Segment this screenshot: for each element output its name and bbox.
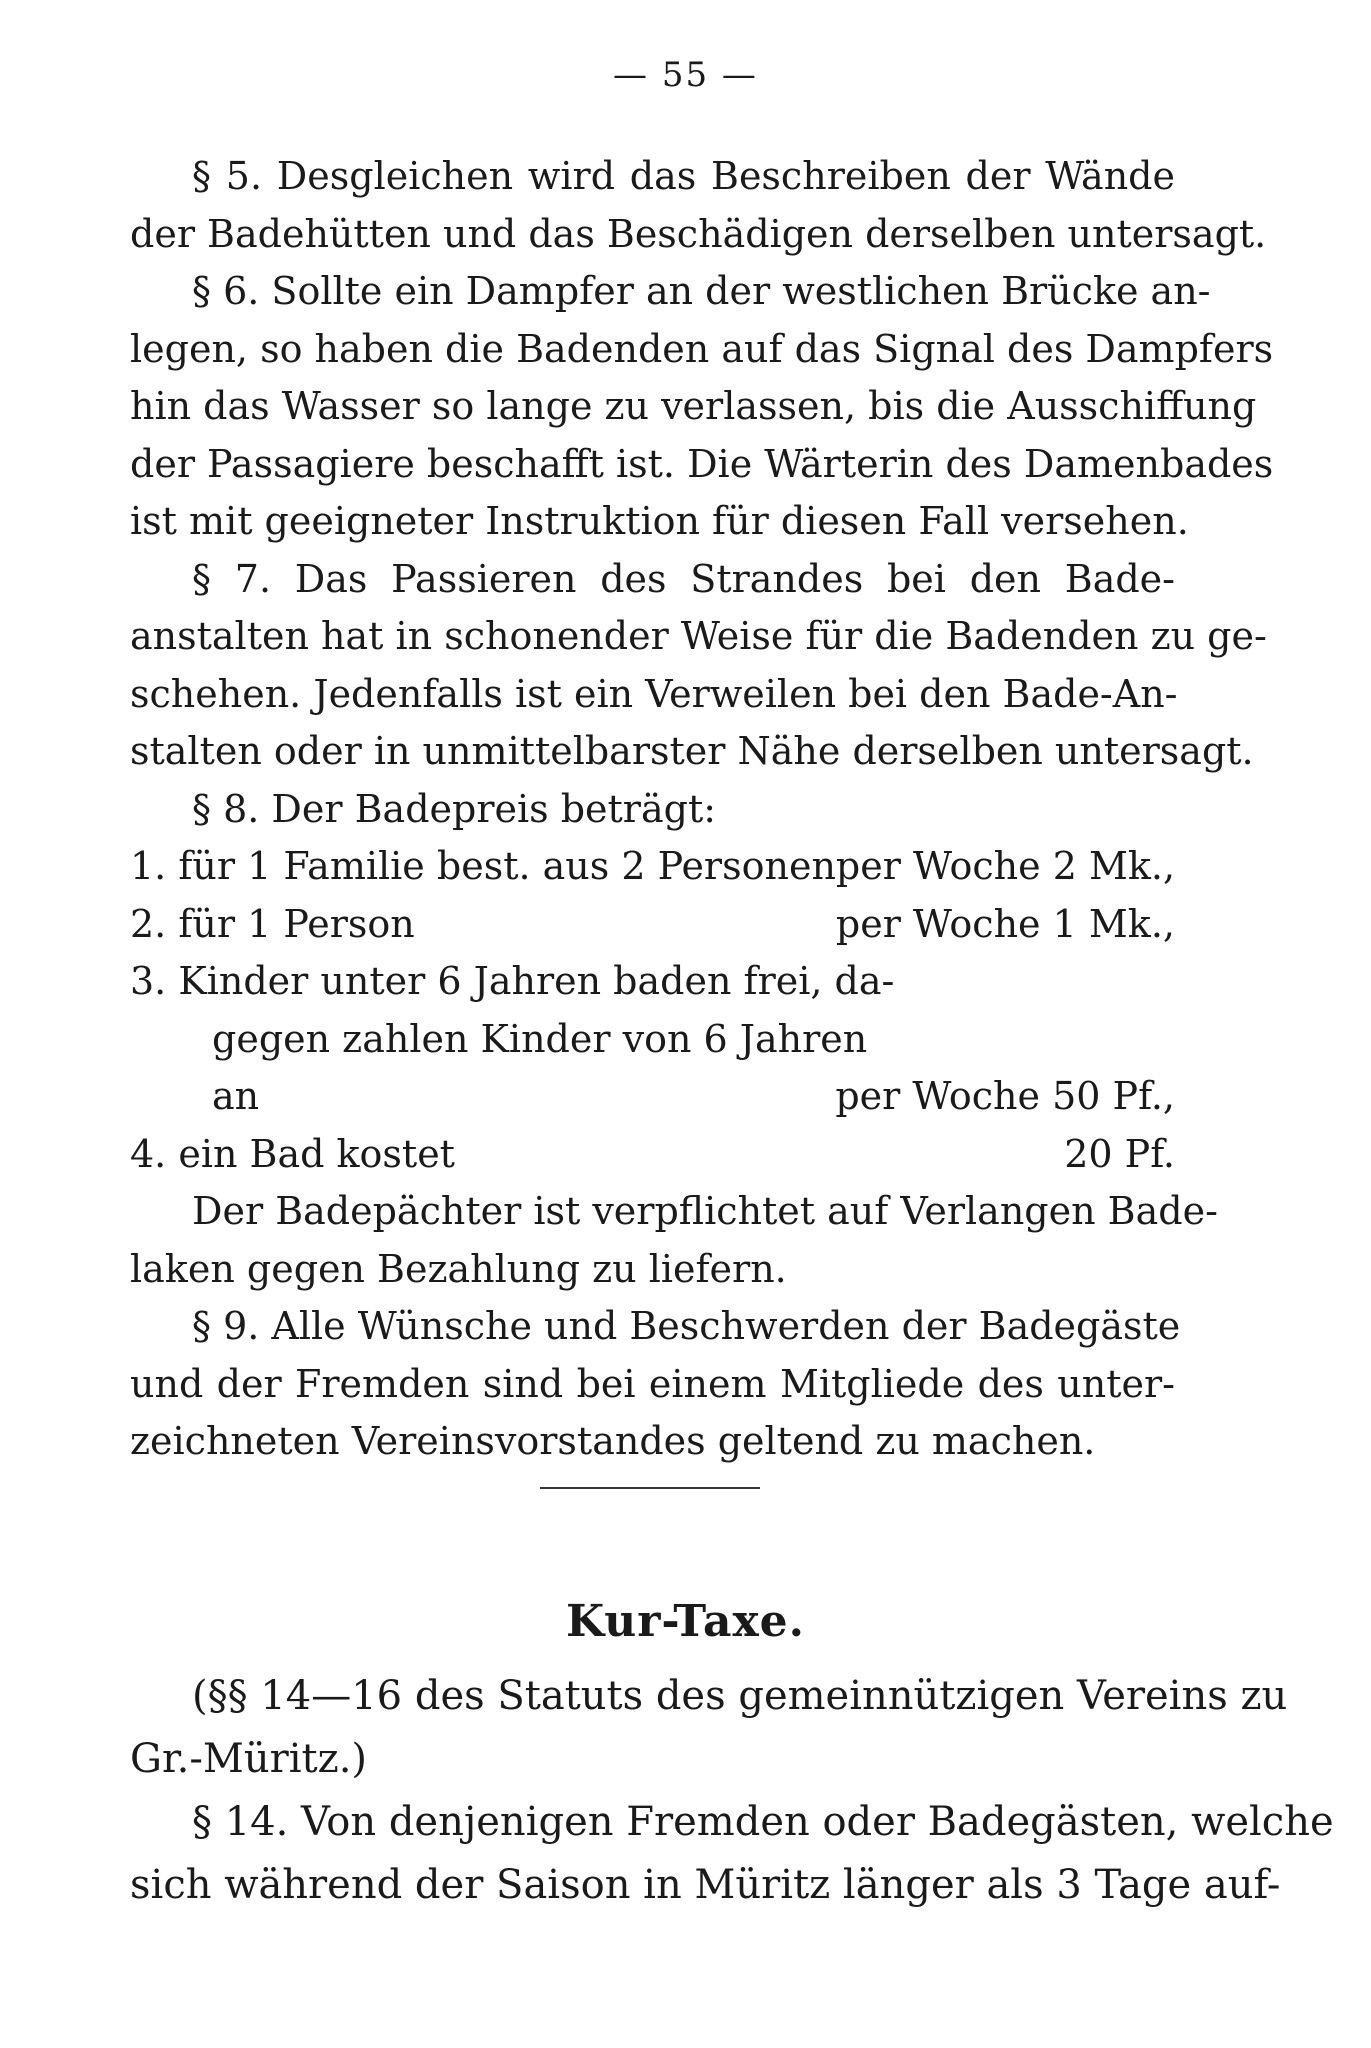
page-number: — 55 — <box>613 55 758 95</box>
paragraph-6-line-4: der Passagiere beschafft ist. Die Wärterin des Damenbades <box>130 441 1274 486</box>
price-item-3-line-3 <box>130 1068 1175 1126</box>
price-item-2-amount: per Woche 1 Mk., <box>835 901 1175 946</box>
price-item-3-label: an <box>212 1074 260 1118</box>
price-item-4-label: 4. ein Bad kostet <box>130 1131 455 1176</box>
paragraph-7-line-4: stalten oder in unmittelbarster Nähe derselben untersagt. <box>130 729 1254 773</box>
paragraph-7-line-1: § 7. Das Passieren des Strandes bei den Bade- <box>192 556 1175 601</box>
price-item-1-amount: per Woche 2 Mk., <box>835 844 1176 888</box>
kur-taxe-text <box>130 1665 1334 1917</box>
price-item-3-line-1: 3. Kinder unter 6 Jahren baden frei, da- <box>130 959 895 1003</box>
paragraph-6-line-5: ist mit geeigneter Instruktion für diesen Fall versehen. <box>130 499 1189 543</box>
paragraph-8-after-line-2: laken gegen Bezahlung zu liefern. <box>130 1246 787 1291</box>
statute-ref-line-2: Gr.-Müritz.) <box>130 1736 368 1782</box>
paragraph-5-line-1: § 5. Desgleichen wird das Beschreiben der Wände <box>192 154 1175 198</box>
paragraph-5-line-2: der Badehütten und das Beschädigen derselben untersagt. <box>130 211 1267 256</box>
price-item-3-amount: per Woche 50 Pf., <box>835 1074 1175 1118</box>
paragraph-6-line-3: hin das Wasser so lange zu verlassen, bis die Ausschiffung <box>130 384 1257 428</box>
paragraph-6-line-2: legen, so haben die Badenden auf das Signal des Dampfers <box>130 326 1274 371</box>
price-item-2-label: 2. für 1 Person <box>130 901 415 946</box>
paragraph-9-line-2: und der Fremden sind bei einem Mitgliede des unter- <box>130 1361 1175 1406</box>
paragraph-7-line-2: anstalten hat in schonender Weise für die Badenden zu ge- <box>130 614 1267 658</box>
regulations-text <box>130 148 1274 1471</box>
kur-taxe-heading: Kur-Taxe. <box>565 1596 805 1647</box>
price-item-3-line-2: gegen zahlen Kinder von 6 Jahren <box>212 1016 868 1061</box>
price-item-4 <box>130 1126 1175 1184</box>
paragraph-14-line-1: § 14. Von denjenigen Fremden oder Badegästen, welche <box>192 1799 1334 1845</box>
statute-ref-line-1: (§§ 14—16 des Statuts des gemeinnützigen Vereins zu <box>192 1673 1288 1719</box>
paragraph-8-after-line-1: Der Badepächter ist verpflichtet auf Verlangen Bade- <box>192 1189 1218 1233</box>
price-item-2 <box>130 896 1175 954</box>
paragraph-9-line-3: zeichneten Vereinsvorstandes geltend zu machen. <box>130 1419 1096 1463</box>
section-divider <box>540 1487 760 1489</box>
price-item-1 <box>130 838 1175 896</box>
paragraph-6-line-1: § 6. Sollte ein Dampfer an der westlichen Brücke an- <box>192 269 1211 313</box>
paragraph-8-intro: § 8. Der Badepreis beträgt: <box>192 786 717 831</box>
paragraph-9-line-1: § 9. Alle Wünsche und Beschwerden der Badegäste <box>192 1304 1181 1348</box>
price-item-4-amount: 20 Pf. <box>1064 1131 1175 1176</box>
price-item-1-label: 1. für 1 Familie best. aus 2 Personen <box>130 844 836 888</box>
paragraph-7-line-3: schehen. Jedenfalls ist ein Verweilen bei den Bade-An- <box>130 671 1178 716</box>
paragraph-14-line-2: sich während der Saison in Müritz länger als 3 Tage auf- <box>130 1862 1281 1908</box>
